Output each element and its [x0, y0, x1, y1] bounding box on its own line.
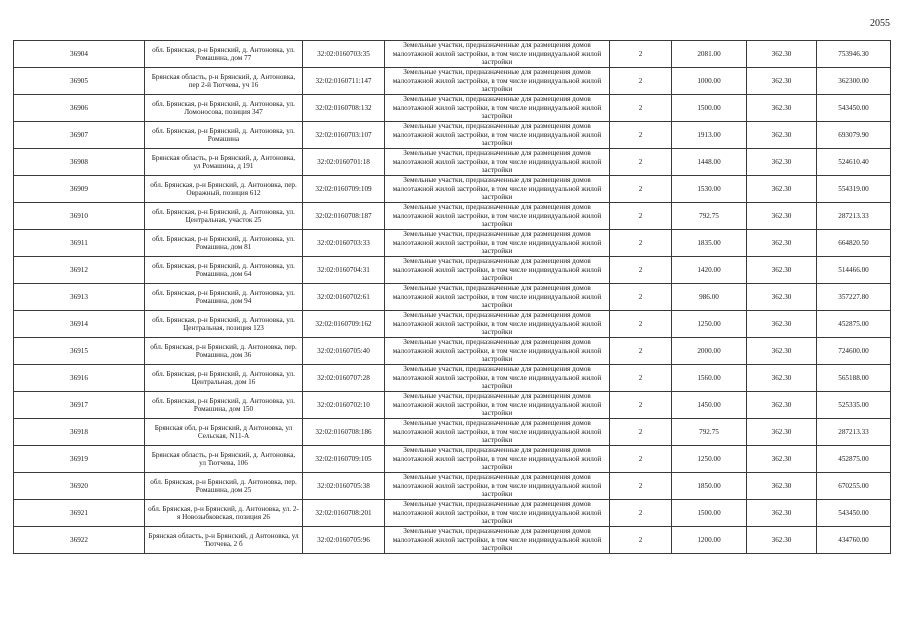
land-use-cell: Земельные участки, предназначенные для размещения домов малоэтажной жилой застройки, в том числе индивидуальной жилой застройки [385, 500, 610, 527]
unit-value-cell: 362.30 [747, 230, 817, 257]
land-use-cell: Земельные участки, предназначенные для размещения домов малоэтажной жилой застройки, в том числе индивидуальной жилой застройки [385, 230, 610, 257]
table-row [14, 473, 891, 500]
group-cell: 2 [610, 284, 672, 311]
group-cell: 2 [610, 203, 672, 230]
land-use-cell: Земельные участки, предназначенные для размещения домов малоэтажной жилой застройки, в том числе индивидуальной жилой застройки [385, 419, 610, 446]
land-use-cell: Земельные участки, предназначенные для размещения домов малоэтажной жилой застройки, в том числе индивидуальной жилой застройки [385, 257, 610, 284]
address-cell: Брянская область, р-н Брянский, д. Антоновка, пер 2-й Тютчева, уч 16 [145, 68, 303, 95]
unit-value-cell: 362.30 [747, 41, 817, 68]
land-use-cell: Земельные участки, предназначенные для размещения домов малоэтажной жилой застройки, в том числе индивидуальной жилой застройки [385, 203, 610, 230]
area-cell: 1200.00 [672, 527, 747, 554]
unit-value-cell: 362.30 [747, 203, 817, 230]
address-cell: обл. Брянская, р-н Брянский, д. Антоновка, ул. Ромашина, дом 150 [145, 392, 303, 419]
address-cell: Брянская область, р-н Брянский, д Антоновка, ул Тютчева, 2 б [145, 527, 303, 554]
row-number: 36920 [14, 473, 145, 500]
row-number: 36918 [14, 419, 145, 446]
cadastral-number-cell: 32:02:0160702:61 [303, 284, 385, 311]
group-cell: 2 [610, 95, 672, 122]
land-use-cell: Земельные участки, предназначенные для размещения домов малоэтажной жилой застройки, в том числе индивидуальной жилой застройки [385, 365, 610, 392]
area-cell: 1420.00 [672, 257, 747, 284]
table-row [14, 176, 891, 203]
row-number: 36911 [14, 230, 145, 257]
group-cell: 2 [610, 338, 672, 365]
cadastral-value-cell: 543450.00 [817, 500, 891, 527]
group-cell: 2 [610, 149, 672, 176]
area-cell: 1850.00 [672, 473, 747, 500]
address-cell: обл. Брянская, р-н Брянский, д. Антоновка, ул. Центральная, позиция 123 [145, 311, 303, 338]
land-use-cell: Земельные участки, предназначенные для размещения домов малоэтажной жилой застройки, в том числе индивидуальной жилой застройки [385, 95, 610, 122]
cadastral-value-cell: 670255.00 [817, 473, 891, 500]
cadastral-number-cell: 32:02:0160707:28 [303, 365, 385, 392]
table-row [14, 419, 891, 446]
cadastral-value-cell: 362300.00 [817, 68, 891, 95]
group-cell: 2 [610, 365, 672, 392]
cadastral-number-cell: 32:02:0160702:10 [303, 392, 385, 419]
cadastral-number-cell: 32:02:0160701:18 [303, 149, 385, 176]
cadastral-number-cell: 32:02:0160708:201 [303, 500, 385, 527]
table-body [14, 41, 891, 554]
cadastral-number-cell: 32:02:0160703:35 [303, 41, 385, 68]
cadastral-number-cell: 32:02:0160708:132 [303, 95, 385, 122]
row-number: 36922 [14, 527, 145, 554]
cadastral-number-cell: 32:02:0160709:109 [303, 176, 385, 203]
land-use-cell: Земельные участки, предназначенные для размещения домов малоэтажной жилой застройки, в том числе индивидуальной жилой застройки [385, 527, 610, 554]
row-number: 36921 [14, 500, 145, 527]
row-number: 36907 [14, 122, 145, 149]
group-cell: 2 [610, 392, 672, 419]
cadastral-value-cell: 543450.00 [817, 95, 891, 122]
unit-value-cell: 362.30 [747, 311, 817, 338]
area-cell: 1250.00 [672, 311, 747, 338]
cadastral-number-cell: 32:02:0160704:31 [303, 257, 385, 284]
cadastral-number-cell: 32:02:0160705:38 [303, 473, 385, 500]
table-row [14, 392, 891, 419]
group-cell: 2 [610, 230, 672, 257]
cadastral-value-cell: 724600.00 [817, 338, 891, 365]
table-row [14, 446, 891, 473]
land-use-cell: Земельные участки, предназначенные для размещения домов малоэтажной жилой застройки, в том числе индивидуальной жилой застройки [385, 473, 610, 500]
area-cell: 1835.00 [672, 230, 747, 257]
row-number: 36904 [14, 41, 145, 68]
address-cell: обл. Брянская, р-н Брянский, д. Антоновка, ул. 2-я Новозыбковская, позиция 26 [145, 500, 303, 527]
cadastral-number-cell: 32:02:0160709:105 [303, 446, 385, 473]
cadastral-value-cell: 525335.00 [817, 392, 891, 419]
cadastral-value-cell: 664820.50 [817, 230, 891, 257]
cadastral-number-cell: 32:02:0160708:186 [303, 419, 385, 446]
group-cell: 2 [610, 473, 672, 500]
table-row [14, 338, 891, 365]
unit-value-cell: 362.30 [747, 257, 817, 284]
group-cell: 2 [610, 68, 672, 95]
land-use-cell: Земельные участки, предназначенные для размещения домов малоэтажной жилой застройки, в том числе индивидуальной жилой застройки [385, 122, 610, 149]
address-cell: обл. Брянская, р-н Брянский, д. Антоновка, ул. Ромашина, дом 77 [145, 41, 303, 68]
land-use-cell: Земельные участки, предназначенные для размещения домов малоэтажной жилой застройки, в том числе индивидуальной жилой застройки [385, 338, 610, 365]
cadastral-value-cell: 753946.30 [817, 41, 891, 68]
group-cell: 2 [610, 311, 672, 338]
unit-value-cell: 362.30 [747, 338, 817, 365]
area-cell: 1913.00 [672, 122, 747, 149]
group-cell: 2 [610, 446, 672, 473]
address-cell: обл. Брянская, р-н Брянский, д. Антоновка, ул. Центральная, участок 25 [145, 203, 303, 230]
cadastral-value-cell: 565188.00 [817, 365, 891, 392]
address-cell: обл. Брянская, р-н Брянский, д. Антоновка, ул. Ромашина, дом 94 [145, 284, 303, 311]
row-number: 36912 [14, 257, 145, 284]
table-row [14, 203, 891, 230]
unit-value-cell: 362.30 [747, 68, 817, 95]
group-cell: 2 [610, 527, 672, 554]
row-number: 36919 [14, 446, 145, 473]
land-use-cell: Земельные участки, предназначенные для размещения домов малоэтажной жилой застройки, в том числе индивидуальной жилой застройки [385, 149, 610, 176]
page-number: 2055 [870, 18, 890, 29]
land-use-cell: Земельные участки, предназначенные для размещения домов малоэтажной жилой застройки, в том числе индивидуальной жилой застройки [385, 446, 610, 473]
unit-value-cell: 362.30 [747, 365, 817, 392]
land-use-cell: Земельные участки, предназначенные для размещения домов малоэтажной жилой застройки, в том числе индивидуальной жилой застройки [385, 68, 610, 95]
address-cell: обл. Брянская, р-н Брянский, д. Антоновка, ул. Центральная, дом 16 [145, 365, 303, 392]
address-cell: обл. Брянская, р-н Брянский, д. Антоновка, пер. Ромашина, дом 25 [145, 473, 303, 500]
row-number: 36905 [14, 68, 145, 95]
unit-value-cell: 362.30 [747, 149, 817, 176]
area-cell: 1530.00 [672, 176, 747, 203]
table-row [14, 257, 891, 284]
cadastral-value-table [13, 40, 891, 554]
address-cell: обл. Брянская, р-н Брянский, д. Антоновка, ул. Ромашина, дом 81 [145, 230, 303, 257]
area-cell: 792.75 [672, 419, 747, 446]
address-cell: обл. Брянская, р-н Брянский, д. Антоновка, ул. Ломоносова, позиция 347 [145, 95, 303, 122]
unit-value-cell: 362.30 [747, 95, 817, 122]
land-use-cell: Земельные участки, предназначенные для размещения домов малоэтажной жилой застройки, в том числе индивидуальной жилой застройки [385, 392, 610, 419]
row-number: 36915 [14, 338, 145, 365]
land-use-cell: Земельные участки, предназначенные для размещения домов малоэтажной жилой застройки, в том числе индивидуальной жилой застройки [385, 176, 610, 203]
table-row [14, 311, 891, 338]
area-cell: 1250.00 [672, 446, 747, 473]
cadastral-number-cell: 32:02:0160709:162 [303, 311, 385, 338]
cadastral-value-cell: 514466.00 [817, 257, 891, 284]
area-cell: 1500.00 [672, 500, 747, 527]
land-use-cell: Земельные участки, предназначенные для размещения домов малоэтажной жилой застройки, в том числе индивидуальной жилой застройки [385, 311, 610, 338]
cadastral-value-cell: 524610.40 [817, 149, 891, 176]
table-row [14, 122, 891, 149]
area-cell: 1500.00 [672, 95, 747, 122]
table-row [14, 365, 891, 392]
group-cell: 2 [610, 41, 672, 68]
cadastral-value-cell: 357227.80 [817, 284, 891, 311]
cadastral-value-cell: 434760.00 [817, 527, 891, 554]
cadastral-number-cell: 32:02:0160711:147 [303, 68, 385, 95]
unit-value-cell: 362.30 [747, 527, 817, 554]
cadastral-value-cell: 287213.33 [817, 419, 891, 446]
area-cell: 986.00 [672, 284, 747, 311]
group-cell: 2 [610, 122, 672, 149]
address-cell: обл. Брянская, р-н Брянский, д. Антоновка, ул. Ромашина, дом 64 [145, 257, 303, 284]
unit-value-cell: 362.30 [747, 500, 817, 527]
unit-value-cell: 362.30 [747, 446, 817, 473]
address-cell: Брянская обл, р-н Брянский, д Антоновка, ул Сельская, N11-А [145, 419, 303, 446]
row-number: 36909 [14, 176, 145, 203]
row-number: 36917 [14, 392, 145, 419]
area-cell: 792.75 [672, 203, 747, 230]
cadastral-number-cell: 32:02:0160703:107 [303, 122, 385, 149]
table-row [14, 41, 891, 68]
group-cell: 2 [610, 419, 672, 446]
cadastral-number-cell: 32:02:0160705:96 [303, 527, 385, 554]
cadastral-value-cell: 452875.00 [817, 311, 891, 338]
row-number: 36913 [14, 284, 145, 311]
group-cell: 2 [610, 500, 672, 527]
table-row [14, 149, 891, 176]
area-cell: 2081.00 [672, 41, 747, 68]
table-row [14, 68, 891, 95]
address-cell: обл. Брянская, р-н Брянский, д. Антоновка, пер. Овражный, позиция 612 [145, 176, 303, 203]
unit-value-cell: 362.30 [747, 392, 817, 419]
row-number: 36910 [14, 203, 145, 230]
row-number: 36914 [14, 311, 145, 338]
table-row [14, 500, 891, 527]
table-row [14, 527, 891, 554]
table-row [14, 95, 891, 122]
table-row [14, 284, 891, 311]
cadastral-number-cell: 32:02:0160703:33 [303, 230, 385, 257]
area-cell: 1560.00 [672, 365, 747, 392]
cadastral-number-cell: 32:02:0160705:40 [303, 338, 385, 365]
group-cell: 2 [610, 257, 672, 284]
address-cell: обл. Брянская, р-н Брянский, д. Антоновка, ул. Ромашина [145, 122, 303, 149]
cadastral-value-cell: 693079.90 [817, 122, 891, 149]
area-cell: 1000.00 [672, 68, 747, 95]
unit-value-cell: 362.30 [747, 419, 817, 446]
cadastral-value-cell: 452875.00 [817, 446, 891, 473]
row-number: 36906 [14, 95, 145, 122]
unit-value-cell: 362.30 [747, 122, 817, 149]
address-cell: Брянская область, р-н Брянский, д. Антоновка, ул Тютчева, 106 [145, 446, 303, 473]
address-cell: обл. Брянская, р-н Брянский, д. Антоновка, пер. Ромашина, дом 36 [145, 338, 303, 365]
area-cell: 2000.00 [672, 338, 747, 365]
unit-value-cell: 362.30 [747, 176, 817, 203]
unit-value-cell: 362.30 [747, 284, 817, 311]
address-cell: Брянская область, р-н Брянский, д. Антоновка, ул Ромашина, д 191 [145, 149, 303, 176]
land-use-cell: Земельные участки, предназначенные для размещения домов малоэтажной жилой застройки, в том числе индивидуальной жилой застройки [385, 41, 610, 68]
cadastral-number-cell: 32:02:0160708:187 [303, 203, 385, 230]
land-use-cell: Земельные участки, предназначенные для размещения домов малоэтажной жилой застройки, в том числе индивидуальной жилой застройки [385, 284, 610, 311]
unit-value-cell: 362.30 [747, 473, 817, 500]
row-number: 36908 [14, 149, 145, 176]
area-cell: 1448.00 [672, 149, 747, 176]
table-row [14, 230, 891, 257]
row-number: 36916 [14, 365, 145, 392]
cadastral-value-cell: 287213.33 [817, 203, 891, 230]
group-cell: 2 [610, 176, 672, 203]
area-cell: 1450.00 [672, 392, 747, 419]
cadastral-value-cell: 554319.00 [817, 176, 891, 203]
